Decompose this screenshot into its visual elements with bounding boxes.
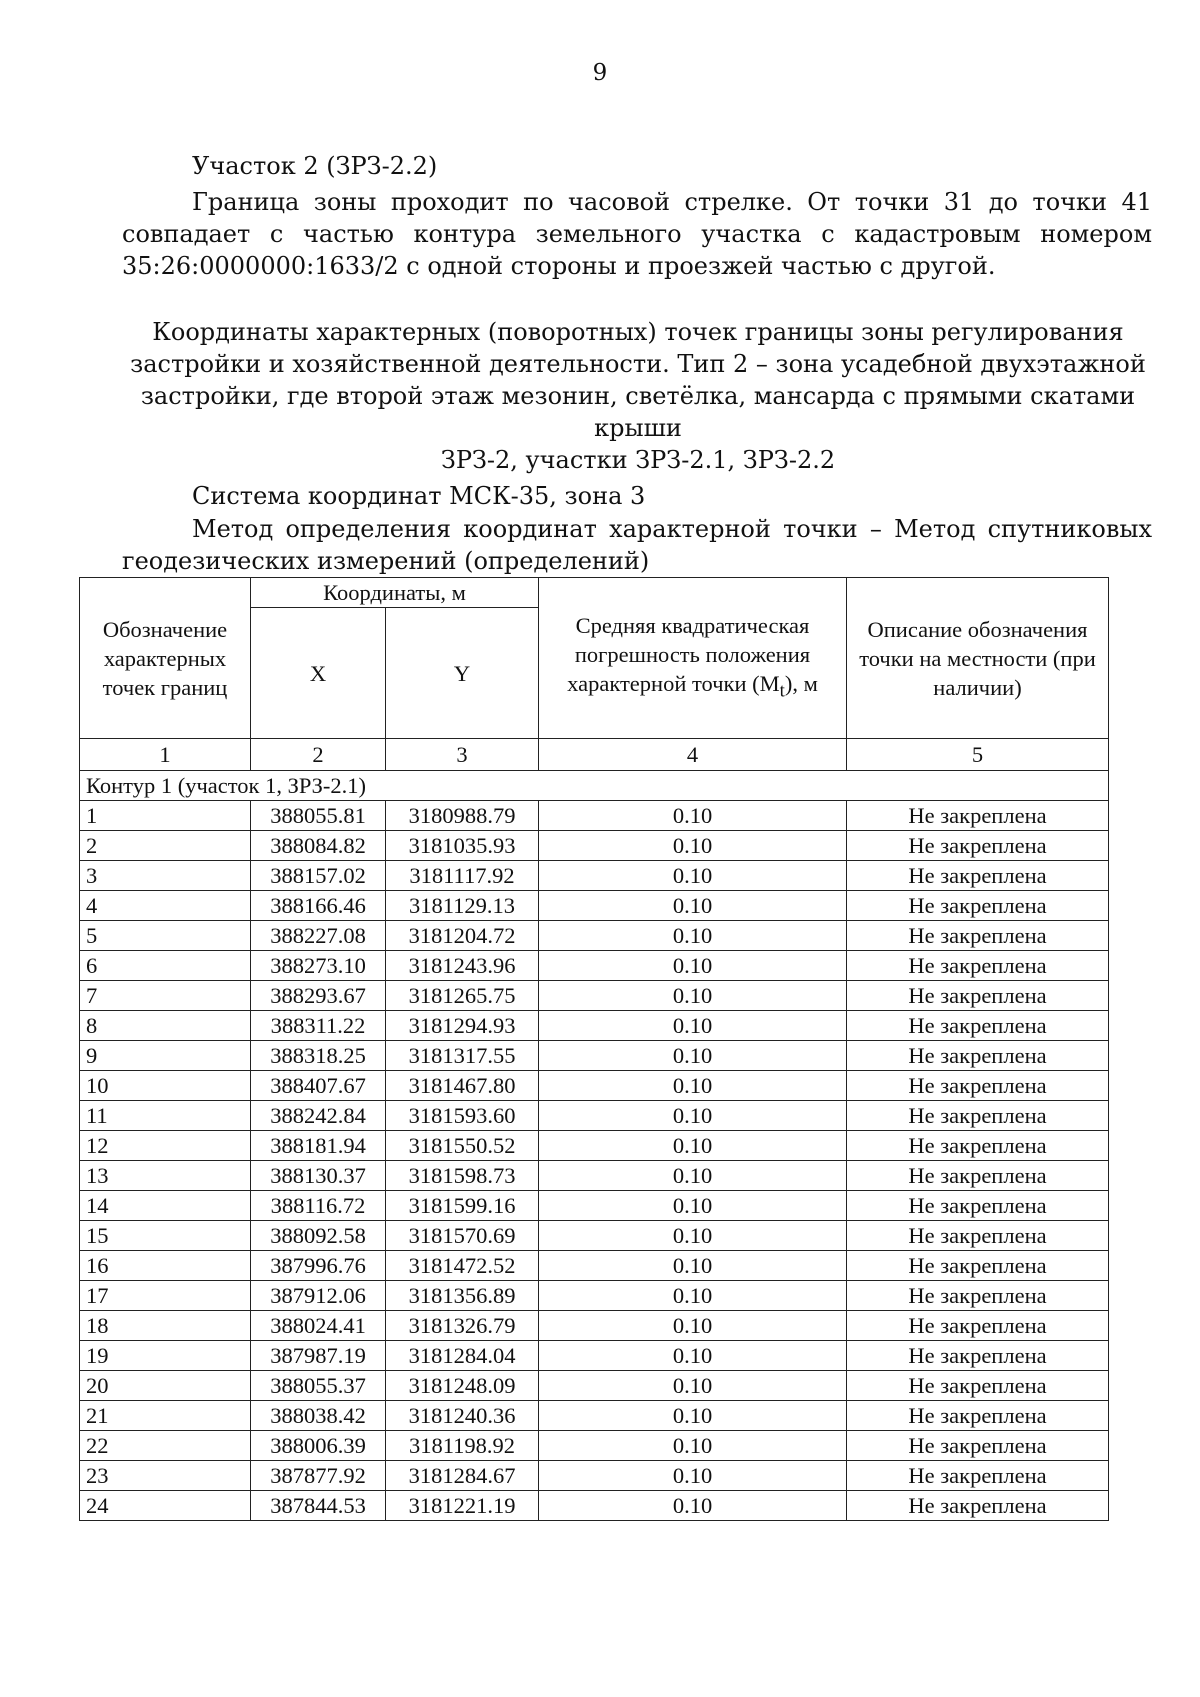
x-cell: 388084.82 xyxy=(251,831,386,861)
column-number-row xyxy=(80,739,1109,771)
error-cell: 0.10 xyxy=(539,1401,847,1431)
description-cell: Не закреплена xyxy=(847,861,1109,891)
error-cell: 0.10 xyxy=(539,1161,847,1191)
header-y: Y xyxy=(386,608,539,739)
y-cell: 3181284.04 xyxy=(386,1341,539,1371)
table-row xyxy=(80,831,1109,861)
table-row xyxy=(80,1251,1109,1281)
y-cell: 3181204.72 xyxy=(386,921,539,951)
boundary-description: Граница зоны проходит по часовой стрелке. От точки 31 до точки 41 совпадает с частью контура земельного участка с кадастровым номером 35:26:0000000:1633/2 с одной стороны и проезжей частью с другой. xyxy=(122,188,1152,280)
method-description: Метод определения координат характерной точки – Метод спутниковых геодезических измерений (определений) xyxy=(122,515,1152,575)
x-cell: 388055.37 xyxy=(251,1371,386,1401)
table-row xyxy=(80,1401,1109,1431)
error-cell: 0.10 xyxy=(539,921,847,951)
point-cell: 19 xyxy=(80,1341,251,1371)
point-cell: 8 xyxy=(80,1011,251,1041)
point-cell: 3 xyxy=(80,861,251,891)
page-number: 9 xyxy=(592,60,608,86)
table-row xyxy=(80,1101,1109,1131)
column-number: 2 xyxy=(251,739,386,771)
column-number: 5 xyxy=(847,739,1109,771)
section-heading: Участок 2 (ЗРЗ-2.2) xyxy=(192,152,438,180)
point-cell: 16 xyxy=(80,1251,251,1281)
coordinates-heading-line: застройки, где второй этаж мезонин, светёлка, мансарда с прямыми скатами крыши xyxy=(140,382,1136,442)
contour-row xyxy=(80,771,1109,801)
coordinates-heading-line: Координаты характерных (поворотных) точек границы зоны регулирования xyxy=(152,318,1124,346)
error-cell: 0.10 xyxy=(539,951,847,981)
table-row xyxy=(80,1041,1109,1071)
point-cell: 12 xyxy=(80,1131,251,1161)
point-cell: 4 xyxy=(80,891,251,921)
point-cell: 11 xyxy=(80,1101,251,1131)
description-cell: Не закреплена xyxy=(847,1311,1109,1341)
y-cell: 3181472.52 xyxy=(386,1251,539,1281)
point-cell: 2 xyxy=(80,831,251,861)
header-error-tail: ), м xyxy=(784,670,818,696)
error-cell: 0.10 xyxy=(539,1371,847,1401)
column-number: 3 xyxy=(386,739,539,771)
point-cell: 22 xyxy=(80,1431,251,1461)
table-row xyxy=(80,1281,1109,1311)
coordinates-heading-line: ЗРЗ-2, участки ЗРЗ-2.1, ЗРЗ-2.2 xyxy=(440,446,836,474)
point-cell: 14 xyxy=(80,1191,251,1221)
header-error-text: Средняя квадратическая погрешность положения характерной точки (M xyxy=(567,612,811,696)
y-cell: 3181599.16 xyxy=(386,1191,539,1221)
x-cell: 388227.08 xyxy=(251,921,386,951)
x-cell: 388181.94 xyxy=(251,1131,386,1161)
coordinates-heading-line: застройки и хозяйственной деятельности. Тип 2 – зона усадебной двухэтажной xyxy=(130,350,1146,378)
table-row xyxy=(80,1311,1109,1341)
point-cell: 18 xyxy=(80,1311,251,1341)
description-cell: Не закреплена xyxy=(847,1161,1109,1191)
x-cell: 388157.02 xyxy=(251,861,386,891)
point-cell: 5 xyxy=(80,921,251,951)
x-cell: 388092.58 xyxy=(251,1221,386,1251)
description-cell: Не закреплена xyxy=(847,921,1109,951)
y-cell: 3181035.93 xyxy=(386,831,539,861)
description-cell: Не закреплена xyxy=(847,1251,1109,1281)
point-cell: 20 xyxy=(80,1371,251,1401)
table-row xyxy=(80,951,1109,981)
x-cell: 388006.39 xyxy=(251,1431,386,1461)
table-header-row xyxy=(80,578,1109,608)
error-cell: 0.10 xyxy=(539,1131,847,1161)
error-cell: 0.10 xyxy=(539,1041,847,1071)
header-coordinates: Координаты, м xyxy=(251,578,539,608)
point-cell: 23 xyxy=(80,1461,251,1491)
error-cell: 0.10 xyxy=(539,1191,847,1221)
y-cell: 3180988.79 xyxy=(386,801,539,831)
error-cell: 0.10 xyxy=(539,1491,847,1521)
description-cell: Не закреплена xyxy=(847,1101,1109,1131)
y-cell: 3181221.19 xyxy=(386,1491,539,1521)
point-cell: 1 xyxy=(80,801,251,831)
point-cell: 24 xyxy=(80,1491,251,1521)
header-x: X xyxy=(251,608,386,739)
coordinates-table xyxy=(79,577,1109,1521)
x-cell: 388024.41 xyxy=(251,1311,386,1341)
header-designation: Обозначение характерных точек границ xyxy=(80,578,251,739)
x-cell: 388116.72 xyxy=(251,1191,386,1221)
y-cell: 3181243.96 xyxy=(386,951,539,981)
error-cell: 0.10 xyxy=(539,1341,847,1371)
error-cell: 0.10 xyxy=(539,981,847,1011)
table-row xyxy=(80,1431,1109,1461)
description-cell: Не закреплена xyxy=(847,1221,1109,1251)
coordinates-heading xyxy=(118,316,1158,476)
y-cell: 3181294.93 xyxy=(386,1011,539,1041)
x-cell: 387987.19 xyxy=(251,1341,386,1371)
error-cell: 0.10 xyxy=(539,1311,847,1341)
y-cell: 3181198.92 xyxy=(386,1431,539,1461)
point-cell: 6 xyxy=(80,951,251,981)
table-row xyxy=(80,801,1109,831)
header-error xyxy=(539,578,847,739)
description-cell: Не закреплена xyxy=(847,1071,1109,1101)
x-cell: 388311.22 xyxy=(251,1011,386,1041)
description-cell: Не закреплена xyxy=(847,1281,1109,1311)
x-cell: 387844.53 xyxy=(251,1491,386,1521)
y-cell: 3181356.89 xyxy=(386,1281,539,1311)
description-cell: Не закреплена xyxy=(847,891,1109,921)
y-cell: 3181317.55 xyxy=(386,1041,539,1071)
x-cell: 388293.67 xyxy=(251,981,386,1011)
y-cell: 3181550.52 xyxy=(386,1131,539,1161)
error-cell: 0.10 xyxy=(539,1281,847,1311)
coordinate-system: Система координат МСК-35, зона 3 xyxy=(192,482,646,510)
description-cell: Не закреплена xyxy=(847,1191,1109,1221)
column-number: 1 xyxy=(80,739,251,771)
point-cell: 7 xyxy=(80,981,251,1011)
table-row xyxy=(80,921,1109,951)
description-cell: Не закреплена xyxy=(847,1431,1109,1461)
point-cell: 13 xyxy=(80,1161,251,1191)
description-cell: Не закреплена xyxy=(847,1491,1109,1521)
table-row xyxy=(80,1221,1109,1251)
point-cell: 10 xyxy=(80,1071,251,1101)
error-cell: 0.10 xyxy=(539,1461,847,1491)
error-cell: 0.10 xyxy=(539,1251,847,1281)
header-description: Описание обозначения точки на местности (при наличии) xyxy=(847,578,1109,739)
table-row xyxy=(80,861,1109,891)
table-row xyxy=(80,1341,1109,1371)
description-cell: Не закреплена xyxy=(847,801,1109,831)
y-cell: 3181598.73 xyxy=(386,1161,539,1191)
table-row xyxy=(80,1191,1109,1221)
x-cell: 388038.42 xyxy=(251,1401,386,1431)
table-row xyxy=(80,981,1109,1011)
column-number: 4 xyxy=(539,739,847,771)
table-row xyxy=(80,1131,1109,1161)
y-cell: 3181265.75 xyxy=(386,981,539,1011)
y-cell: 3181570.69 xyxy=(386,1221,539,1251)
description-cell: Не закреплена xyxy=(847,1341,1109,1371)
y-cell: 3181284.67 xyxy=(386,1461,539,1491)
y-cell: 3181240.36 xyxy=(386,1401,539,1431)
table-row xyxy=(80,1491,1109,1521)
error-cell: 0.10 xyxy=(539,1431,847,1461)
error-cell: 0.10 xyxy=(539,1101,847,1131)
description-cell: Не закреплена xyxy=(847,1401,1109,1431)
error-cell: 0.10 xyxy=(539,801,847,831)
y-cell: 3181326.79 xyxy=(386,1311,539,1341)
x-cell: 388273.10 xyxy=(251,951,386,981)
x-cell: 388318.25 xyxy=(251,1041,386,1071)
description-cell: Не закреплена xyxy=(847,1131,1109,1161)
description-cell: Не закреплена xyxy=(847,1461,1109,1491)
x-cell: 387996.76 xyxy=(251,1251,386,1281)
x-cell: 387912.06 xyxy=(251,1281,386,1311)
y-cell: 3181593.60 xyxy=(386,1101,539,1131)
point-cell: 17 xyxy=(80,1281,251,1311)
point-cell: 15 xyxy=(80,1221,251,1251)
table-row xyxy=(80,891,1109,921)
x-cell: 388407.67 xyxy=(251,1071,386,1101)
y-cell: 3181129.13 xyxy=(386,891,539,921)
error-cell: 0.10 xyxy=(539,831,847,861)
point-cell: 21 xyxy=(80,1401,251,1431)
contour-label: Контур 1 (участок 1, ЗРЗ-2.1) xyxy=(80,771,1109,801)
point-cell: 9 xyxy=(80,1041,251,1071)
description-cell: Не закреплена xyxy=(847,951,1109,981)
error-cell: 0.10 xyxy=(539,891,847,921)
x-cell: 388166.46 xyxy=(251,891,386,921)
error-cell: 0.10 xyxy=(539,1221,847,1251)
y-cell: 3181117.92 xyxy=(386,861,539,891)
table-row xyxy=(80,1371,1109,1401)
description-cell: Не закреплена xyxy=(847,1011,1109,1041)
error-cell: 0.10 xyxy=(539,1011,847,1041)
x-cell: 388242.84 xyxy=(251,1101,386,1131)
y-cell: 3181248.09 xyxy=(386,1371,539,1401)
description-cell: Не закреплена xyxy=(847,1371,1109,1401)
table-row xyxy=(80,1011,1109,1041)
error-cell: 0.10 xyxy=(539,1071,847,1101)
x-cell: 388055.81 xyxy=(251,801,386,831)
table-row xyxy=(80,1161,1109,1191)
error-cell: 0.10 xyxy=(539,861,847,891)
table-row xyxy=(80,1071,1109,1101)
description-cell: Не закреплена xyxy=(847,831,1109,861)
header-error-subscript: t xyxy=(779,680,785,702)
x-cell: 388130.37 xyxy=(251,1161,386,1191)
y-cell: 3181467.80 xyxy=(386,1071,539,1101)
description-cell: Не закреплена xyxy=(847,981,1109,1011)
description-cell: Не закреплена xyxy=(847,1041,1109,1071)
table-row xyxy=(80,1461,1109,1491)
x-cell: 387877.92 xyxy=(251,1461,386,1491)
